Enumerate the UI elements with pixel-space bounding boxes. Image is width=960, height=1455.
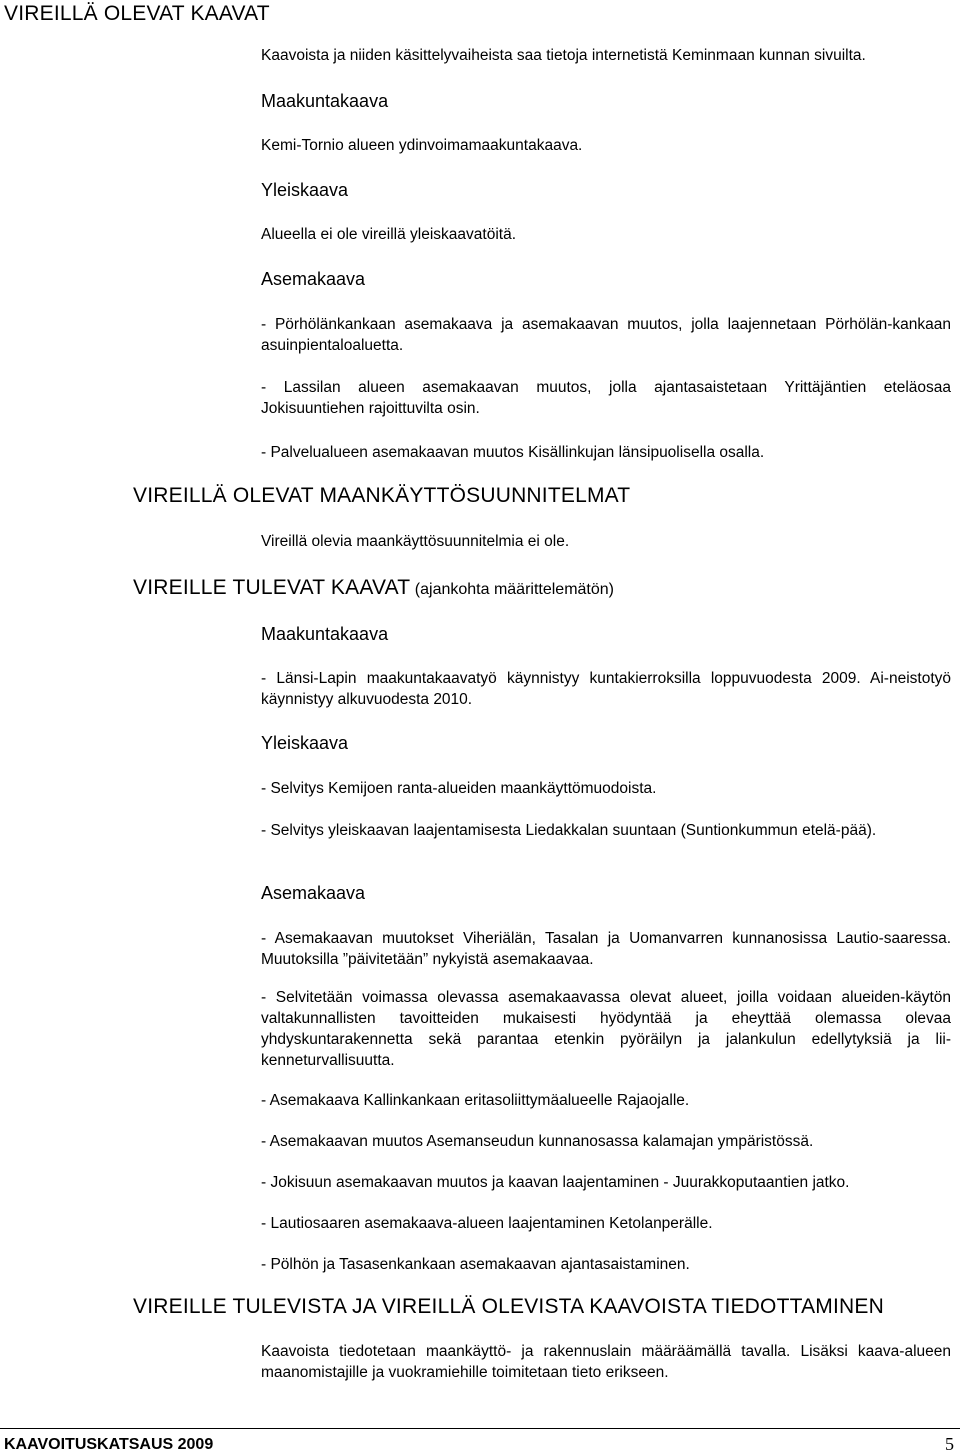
section-title-tulevat-kaavat [133,576,614,600]
yleiskaava-text: Alueella ei ole vireillä yleiskaavatöitä. [261,226,517,243]
list-item: - Selvitys yleiskaavan laajentamisesta Liedakkalan suuntaan (Suntionkummun etelä-pää). [261,822,877,839]
list-item: - Palvelualueen asemakaavan muutos Kisällinkujan länsipuolisella osalla. [261,444,765,461]
section-title-vireilla-kaavat: VIREILLÄ OLEVAT KAAVAT [4,2,270,25]
intro-paragraph: Kaavoista ja niiden käsittelyvaiheista saa tietoja internetistä Keminmaan kunnan sivuilta. [261,47,866,64]
list-item: - Asemakaavan muutos Asemanseudun kunnanosassa kalamajan ympäristössä. [261,1133,814,1150]
heading-asemakaava-tulevat: Asemakaava [261,883,366,903]
list-item: - Länsi-Lapin maakuntakaavatyö käynnistyy kuntakierroksilla loppuvuodesta 2009. Ai-neistotyö käynnistyy alkuvuodesta 2010. [261,670,951,708]
list-item: - Jokisuun asemakaavan muutos ja kaavan laajentaminen - Juurakkoputaantien jatko. [261,1174,850,1191]
heading-maakuntakaava-tulevat: Maakuntakaava [261,624,389,644]
maakuntakaava-text: Kemi-Tornio alueen ydinvoimamaakuntakaava. [261,137,583,154]
list-item: - Pölhön ja Tasasenkankaan asemakaavan ajantasaistaminen. [261,1256,690,1273]
heading-yleiskaava: Yleiskaava [261,180,349,200]
section-title-maankayttosuunnitelmat: VIREILLÄ OLEVAT MAANKÄYTTÖSUUNNITELMAT [133,484,631,507]
list-item: - Lautiosaaren asemakaava-alueen laajentaminen Ketolanperälle. [261,1215,713,1232]
heading-asemakaava: Asemakaava [261,269,366,289]
tiedottaminen-text: Kaavoista tiedotetaan maankäyttö- ja rakennuslain määräämällä tavalla. Lisäksi kaava-alueen maanomistajille ja vuokramiehille toimitetaan tieto erikseen. [261,1343,951,1381]
maankayttosuunnitelmat-text: Vireillä olevia maankäyttösuunnitelmia ei ole. [261,533,570,550]
tulevat-title: VIREILLE TULEVAT KAAVAT [133,576,411,599]
page-number: 5 [945,1434,954,1454]
list-item: - Pörhölänkankaan asemakaava ja asemakaavan muutos, jolla laajennetaan Pörhölän-kankaan asuinpientaloaluetta. [261,316,951,354]
list-item: - Selvitys Kemijoen ranta-alueiden maankäyttömuodoista. [261,780,657,797]
footer-title: KAAVOITUSKATSAUS 2009 [4,1436,214,1453]
list-item: - Asemakaavan muutokset Viheriälän, Tasalan ja Uomanvarren kunnanosissa Lautio-saaressa. Muutoksilla ”päivitetään” nykyistä asemakaavaa. [261,930,951,968]
list-item: - Selvitetään voimassa olevassa asemakaavassa olevat alueet, joilla voidaan alueiden-käytön valtakunnallisten tavoitteiden mukaisesti hyödyntää ja eheyttää olemassa olevaa yhdyskuntarakennetta sekä parantaa etenkin pyöräilyn ja jalankulun edellytyksiä ja lii-kenneturvallisuutta. [261,989,951,1069]
tulevat-title-note: (ajankohta määrittelemätön) [414,581,614,598]
heading-yleiskaava-tulevat: Yleiskaava [261,733,349,753]
list-item: - Asemakaava Kallinkankaan eritasoliittymäalueelle Rajaojalle. [261,1092,690,1109]
footer-rule [0,1428,960,1429]
heading-maakuntakaava: Maakuntakaava [261,91,389,111]
section-title-tiedottaminen: VIREILLE TULEVISTA JA VIREILLÄ OLEVISTA KAAVOISTA TIEDOTTAMINEN [133,1295,884,1318]
list-item: - Lassilan alueen asemakaavan muutos, jolla ajantasaistetaan Yrittäjäntien eteläosaa Jokisuuntiehen rajoittuvilta osin. [261,379,951,417]
